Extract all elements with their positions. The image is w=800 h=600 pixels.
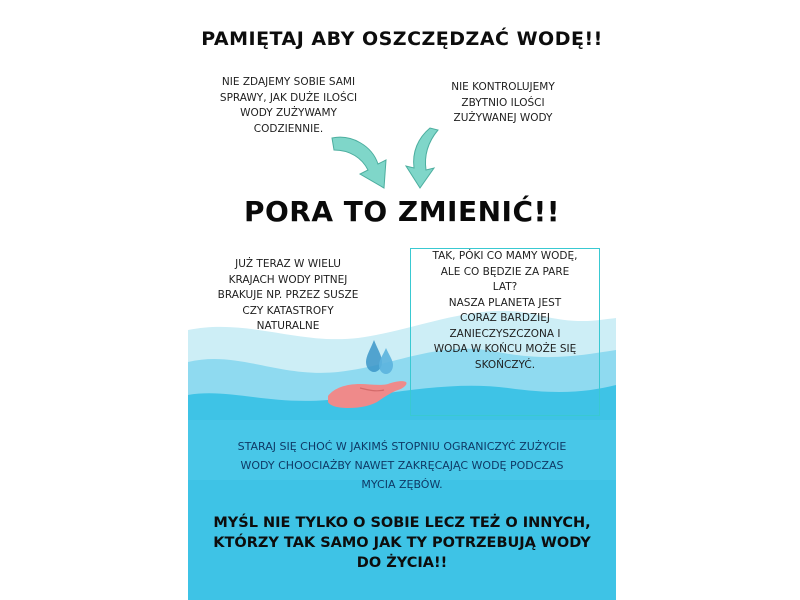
note-box-line: SKOŃCZYĆ. xyxy=(474,358,536,371)
note-final-line: DO ŻYCIA!! xyxy=(356,555,448,571)
note-box-line: NASZA PLANETA JEST xyxy=(448,296,562,309)
curved-arrow-icon xyxy=(398,126,448,192)
note-mid-left xyxy=(188,257,388,335)
note-box-line: WODA W KOŃCU MOŻE SIĘ xyxy=(433,343,577,355)
note-bottom xyxy=(188,437,616,494)
note-left-line: SPRAWY, JAK DUŻE ILOŚCI xyxy=(219,91,358,104)
note-right-line: NIE KONTROLUJEMY xyxy=(451,81,555,93)
note-mid-left-line: BRAKUJE NP. PRZEZ SUSZE xyxy=(217,289,359,301)
note-bottom-line: STARAJ SIĘ CHOĆ W JAKIMŚ STOPNIU OGRANICZYĆ ZUŻYCIE xyxy=(237,440,567,453)
note-mid-left-line: CZY KATASTROFY xyxy=(242,304,334,317)
note-box-line: LAT? xyxy=(492,281,518,293)
note-box-line: TAK, PÓKI CO MAMY WODĘ, xyxy=(432,250,578,262)
note-left-line: CODZIENNIE. xyxy=(253,122,324,135)
note-final-line: KTÓRZY TAK SAMO JAK TY POTRZEBUJĄ WODY xyxy=(213,535,591,551)
headline: PORA TO ZMIENIĆ!! xyxy=(243,195,561,228)
note-right xyxy=(418,80,588,127)
note-final xyxy=(188,513,616,573)
note-final-line: MYŚL NIE TYLKO O SOBIE LECZ TEŻ O INNYCH, xyxy=(213,515,591,531)
poster-title: PAMIĘTAJ ABY OSZCZĘDZAĆ WODĘ!! xyxy=(201,28,603,50)
hand-icon xyxy=(324,366,410,412)
note-left-line: WODY ZUŻYWAMY xyxy=(240,107,337,119)
curved-arrow-icon xyxy=(328,130,408,192)
note-bottom-line: WODY CHOOCIAŻBY NAWET ZAKRĘCAJĄC WODĘ PODCZAS xyxy=(240,459,564,472)
note-mid-left-line: NATURALNE xyxy=(256,320,320,332)
note-right-line: ZUŻYWANEJ WODY xyxy=(453,112,553,124)
note-box xyxy=(410,249,600,373)
note-left-line: NIE ZDAJEMY SOBIE SAMI xyxy=(221,76,356,88)
water-saving-poster xyxy=(188,0,616,600)
note-box-line: ALE CO BĘDZIE ZA PARE xyxy=(440,265,570,278)
note-right-line: ZBYTNIO ILOŚCI xyxy=(461,96,545,109)
note-box-line: ZANIECZYSZCZONA I xyxy=(449,327,561,340)
note-left xyxy=(196,75,381,137)
note-box-line: CORAZ BARDZIEJ xyxy=(460,312,550,324)
note-mid-left-line: KRAJACH WODY PITNEJ xyxy=(228,273,348,286)
note-bottom-line: MYCIA ZĘBÓW. xyxy=(361,478,443,491)
note-mid-left-line: JUŻ TERAZ W WIELU xyxy=(235,258,341,270)
